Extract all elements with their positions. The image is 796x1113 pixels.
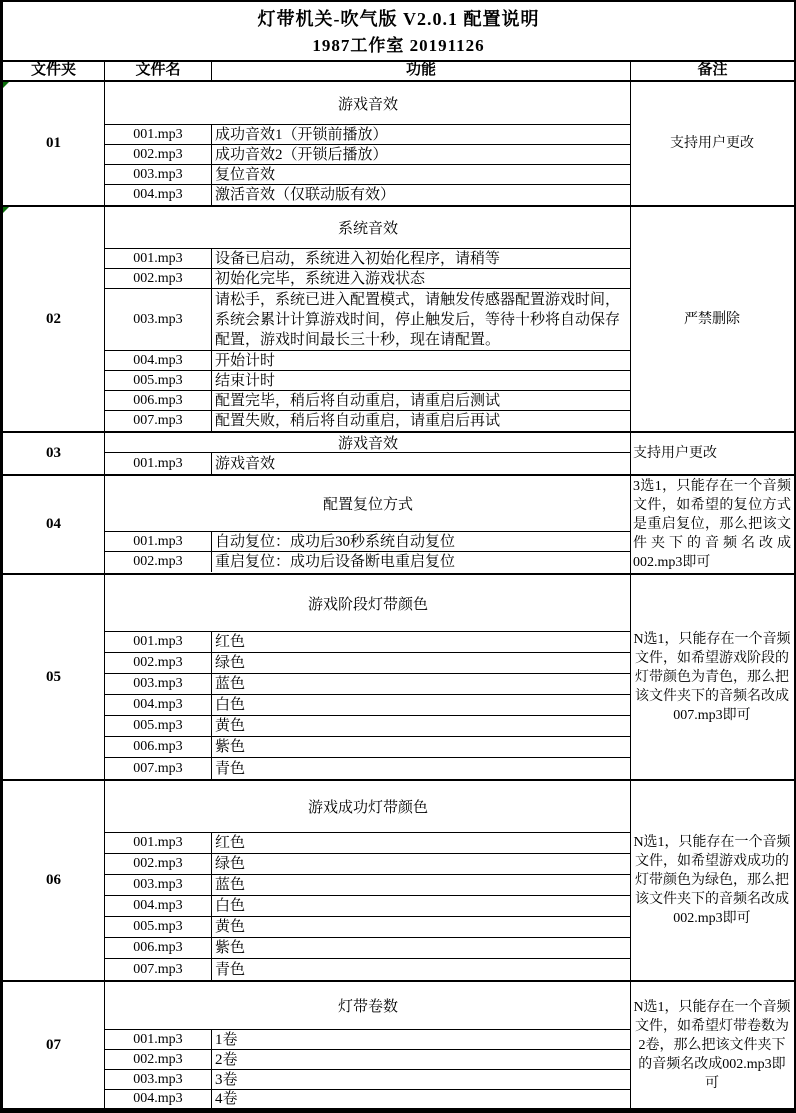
folder-number: 07 <box>46 1037 61 1053</box>
corner-marker-icon <box>3 82 9 88</box>
table-row <box>105 896 631 917</box>
filename-cell: 004.mp3 <box>105 185 212 205</box>
remark-text: 严禁删除 <box>684 311 740 327</box>
table-row <box>105 938 631 959</box>
column-header-folder: 文件夹 <box>3 62 105 80</box>
function-cell: 激活音效（仅联动版有效） <box>215 187 396 203</box>
filename-cell: 005.mp3 <box>105 371 212 390</box>
function-cell: 成功音效2（开锁后播放） <box>215 146 388 163</box>
section-02 <box>3 207 794 433</box>
function-cell: 设备已启动，系统进入初始化程序，请稍等 <box>215 250 501 267</box>
table-row <box>105 854 631 875</box>
function-cell: 白色 <box>215 697 246 713</box>
folder-number-cell <box>3 575 105 779</box>
filename-cell: 006.mp3 <box>105 938 212 958</box>
remark-text: 3选1，只能存在一个音频文件，如希望的复位方式是重启复位，那么把该文件夹下的音频名改成002.mp3即可 <box>633 479 791 570</box>
page-subtitle: 1987工作室 20191126 <box>312 35 485 55</box>
table-row <box>105 695 631 716</box>
corner-marker-icon <box>3 207 9 213</box>
function-cell: 开始计时 <box>215 352 276 369</box>
folder-number: 03 <box>46 445 61 461</box>
filename-cell: 004.mp3 <box>105 351 212 370</box>
filename-cell: 002.mp3 <box>105 1050 212 1069</box>
function-cell: 黄色 <box>215 919 246 935</box>
filename-cell: 004.mp3 <box>105 695 212 715</box>
section-04 <box>3 476 794 575</box>
filename-cell: 001.mp3 <box>105 632 212 652</box>
folder-number-cell <box>3 982 105 1109</box>
section-07 <box>3 982 794 1109</box>
filename-cell: 006.mp3 <box>105 737 212 757</box>
filename-cell: 003.mp3 <box>105 165 212 184</box>
table-row <box>105 411 631 431</box>
table-row <box>105 185 631 205</box>
function-cell: 黄色 <box>215 718 246 734</box>
filename-cell: 003.mp3 <box>105 674 212 694</box>
folder-number: 06 <box>46 872 61 888</box>
table-row <box>105 737 631 758</box>
filename-cell: 004.mp3 <box>105 896 212 916</box>
table-row <box>105 1030 631 1050</box>
table-row <box>105 552 631 572</box>
filename-cell: 001.mp3 <box>105 833 212 853</box>
filename-cell: 001.mp3 <box>105 1030 212 1049</box>
function-cell: 重启复位：成功后设备断电重启复位 <box>215 554 456 570</box>
table-row <box>105 959 631 980</box>
remark-text: 支持用户更改 <box>633 446 717 461</box>
table-row <box>105 632 631 653</box>
folder-number-cell <box>3 433 105 474</box>
remark-text: N选1，只能存在一个音频文件，如希望游戏阶段的灯带颜色为青色，那么把该文件夹下的音频名改成007.mp3即可 <box>633 631 791 723</box>
section-06 <box>3 781 794 982</box>
table-row <box>105 1090 631 1109</box>
folder-number-cell <box>3 82 105 205</box>
section-03 <box>3 433 794 476</box>
column-header-filename: 文件名 <box>105 62 212 80</box>
section-title-cell: 游戏阶段灯带颜色 <box>105 575 631 632</box>
section-title-cell: 配置复位方式 <box>105 476 631 532</box>
function-cell: 复位音效 <box>215 166 276 183</box>
remark-cell <box>630 207 793 431</box>
function-cell: 青色 <box>215 760 246 777</box>
function-cell: 成功音效1（开锁前播放） <box>215 126 388 143</box>
folder-number-cell <box>3 207 105 431</box>
filename-cell: 002.mp3 <box>105 854 212 874</box>
function-cell: 紫色 <box>215 739 246 755</box>
folder-number-cell <box>3 476 105 573</box>
function-cell: 请松手，系统已进入配置模式，请触发传感器配置游戏时间，系统会累计计算游戏时间，停止触发后，等待十秒将自动保存配置，游戏时间最长三十秒，现在请配置。 <box>215 291 621 348</box>
table-row <box>105 875 631 896</box>
filename-cell: 005.mp3 <box>105 917 212 937</box>
table-row <box>105 532 631 552</box>
function-cell: 配置失败，稍后将自动重启，请重启后再试 <box>215 413 501 429</box>
function-cell: 红色 <box>215 634 246 650</box>
filename-cell: 005.mp3 <box>105 716 212 736</box>
section-01 <box>3 82 794 207</box>
table-row <box>105 758 631 779</box>
section-title-cell: 灯带卷数 <box>105 982 631 1030</box>
table-body <box>3 82 794 1109</box>
section-title-cell: 系统音效 <box>105 207 631 249</box>
table-row <box>105 1050 631 1070</box>
function-cell: 蓝色 <box>215 676 246 692</box>
remark-cell <box>630 433 793 474</box>
remark-text: N选1，只能存在一个音频文件，如希望游戏成功的灯带颜色为绿色，那么把该文件夹下的音频名改成002.mp3即可 <box>633 835 791 926</box>
function-cell: 青色 <box>215 961 246 978</box>
table-row <box>105 833 631 854</box>
function-cell: 白色 <box>215 898 246 914</box>
function-cell: 1卷 <box>215 1031 238 1048</box>
table-row <box>105 716 631 737</box>
filename-cell: 001.mp3 <box>105 532 212 551</box>
table-row <box>105 391 631 411</box>
filename-cell: 003.mp3 <box>105 875 212 895</box>
function-cell: 红色 <box>215 835 246 851</box>
remark-text: N选1，只能存在一个音频文件，如希望灯带卷数为2卷，那么把该文件夹下的音频名改成002.mp3即可 <box>633 1000 791 1091</box>
table-row <box>105 145 631 165</box>
folder-number: 04 <box>46 516 61 532</box>
table-row <box>105 269 631 289</box>
function-cell: 蓝色 <box>215 877 246 893</box>
table-row <box>105 249 631 269</box>
function-cell: 3卷 <box>215 1071 238 1088</box>
function-cell: 结束计时 <box>215 372 276 389</box>
title-block <box>3 2 794 62</box>
filename-cell: 001.mp3 <box>105 453 212 474</box>
function-cell: 绿色 <box>215 655 246 671</box>
filename-cell: 004.mp3 <box>105 1090 212 1108</box>
filename-cell: 001.mp3 <box>105 125 212 144</box>
section-mid-column <box>105 476 631 573</box>
column-header-remark: 备注 <box>697 62 728 78</box>
function-cell: 4卷 <box>215 1091 238 1107</box>
section-title-cell: 游戏音效 <box>105 82 631 125</box>
remark-text: 支持用户更改 <box>670 136 754 151</box>
column-header-function: 功能 <box>212 62 631 80</box>
remark-cell <box>630 982 793 1109</box>
filename-cell: 007.mp3 <box>105 758 212 779</box>
table-row <box>105 165 631 185</box>
filename-cell: 002.mp3 <box>105 145 212 164</box>
table-row <box>105 653 631 674</box>
table-row <box>105 674 631 695</box>
section-mid-column <box>105 207 631 431</box>
filename-cell: 007.mp3 <box>105 959 212 980</box>
function-cell: 初始化完毕，系统进入游戏状态 <box>215 270 426 287</box>
section-mid-column <box>105 982 631 1109</box>
table-row <box>105 125 631 145</box>
remark-cell <box>630 82 793 205</box>
filename-cell: 003.mp3 <box>105 1070 212 1089</box>
remark-cell <box>630 781 793 980</box>
filename-cell: 002.mp3 <box>105 653 212 673</box>
page-title: 灯带机关-吹气版 V2.0.1 配置说明 <box>257 8 540 29</box>
section-mid-column <box>105 781 631 980</box>
filename-cell: 007.mp3 <box>105 411 212 431</box>
table-row <box>105 453 631 474</box>
folder-number-cell <box>3 781 105 980</box>
function-cell: 游戏音效 <box>215 455 276 472</box>
section-05 <box>3 575 794 781</box>
folder-number: 02 <box>46 310 61 327</box>
section-mid-column <box>105 82 631 205</box>
remark-cell <box>630 476 793 573</box>
filename-cell: 002.mp3 <box>105 269 212 288</box>
remark-cell <box>630 575 793 779</box>
function-cell: 绿色 <box>215 856 246 872</box>
filename-cell: 002.mp3 <box>105 552 212 572</box>
filename-cell: 003.mp3 <box>105 289 212 350</box>
filename-cell: 001.mp3 <box>105 249 212 268</box>
function-cell: 配置完毕，稍后将自动重启，请重启后测试 <box>215 392 501 409</box>
table-row <box>105 289 631 351</box>
table-row <box>105 371 631 391</box>
function-cell: 自动复位：成功后30秒系统自动复位 <box>215 533 456 550</box>
folder-number: 05 <box>46 668 61 685</box>
folder-number: 01 <box>46 135 61 151</box>
function-cell: 紫色 <box>215 940 246 956</box>
column-header-row <box>3 62 794 82</box>
section-mid-column <box>105 433 631 474</box>
section-mid-column <box>105 575 631 779</box>
section-title-cell: 游戏音效 <box>105 433 631 453</box>
table-row <box>105 351 631 371</box>
table-row <box>105 1070 631 1090</box>
section-title-cell: 游戏成功灯带颜色 <box>105 781 631 833</box>
filename-cell: 006.mp3 <box>105 391 212 410</box>
table-row <box>105 917 631 938</box>
function-cell: 2卷 <box>215 1051 238 1068</box>
